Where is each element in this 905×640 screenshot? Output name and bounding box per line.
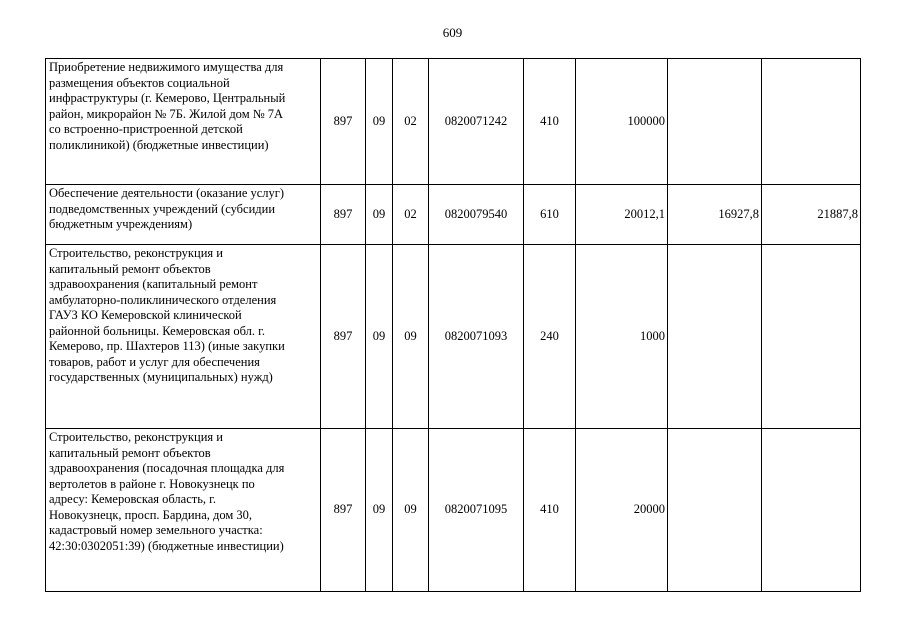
description-text: Обеспечение деятельности (оказание услуг) подведомственных учреждений (субсидии бюджетным учреждениям) xyxy=(49,186,285,231)
ministry-code-cell: 897 xyxy=(321,245,366,429)
table-row xyxy=(46,429,861,592)
section-code-cell: 09 xyxy=(366,185,393,245)
sum-2-cell xyxy=(668,429,762,592)
description-text: Строительство, реконструкция и капитальный ремонт объектов здравоохранения (посадочная площадка для вертолетов в районе г. Новокузнецк по адресу: Кемеровская область, г. Новокузнецк, просп. Бардина, дом 30, кадастровый номер земельного участка: 42:30:0302051:39) (бюджетные инвестиции) xyxy=(49,430,285,553)
description-cell xyxy=(46,429,321,592)
expense-type-cell: 410 xyxy=(524,429,576,592)
sum-3-cell xyxy=(762,429,861,592)
budget-table xyxy=(45,58,861,592)
expense-type-cell: 240 xyxy=(524,245,576,429)
sum-2-cell xyxy=(668,59,762,185)
table-row xyxy=(46,59,861,185)
ministry-code-cell: 897 xyxy=(321,185,366,245)
ministry-code-cell: 897 xyxy=(321,59,366,185)
subsection-code-cell: 09 xyxy=(393,429,429,592)
subsection-code-cell: 02 xyxy=(393,185,429,245)
expense-type-cell: 410 xyxy=(524,59,576,185)
sum-2-cell xyxy=(668,245,762,429)
sum-3-cell xyxy=(762,59,861,185)
sum-3-cell: 21887,8 xyxy=(762,185,861,245)
target-article-cell: 0820071093 xyxy=(429,245,524,429)
page-number: 609 xyxy=(442,25,463,40)
expense-type-cell: 610 xyxy=(524,185,576,245)
ministry-code-cell: 897 xyxy=(321,429,366,592)
section-code-cell: 09 xyxy=(366,429,393,592)
sum-3-cell xyxy=(762,245,861,429)
target-article-cell: 0820071242 xyxy=(429,59,524,185)
description-cell xyxy=(46,185,321,245)
table-row xyxy=(46,185,861,245)
table-row xyxy=(46,245,861,429)
sum-1-cell: 20012,1 xyxy=(576,185,668,245)
sum-1-cell: 100000 xyxy=(576,59,668,185)
description-cell xyxy=(46,245,321,429)
subsection-code-cell: 09 xyxy=(393,245,429,429)
sum-1-cell: 1000 xyxy=(576,245,668,429)
sum-2-cell: 16927,8 xyxy=(668,185,762,245)
subsection-code-cell: 02 xyxy=(393,59,429,185)
description-cell xyxy=(46,59,321,185)
section-code-cell: 09 xyxy=(366,59,393,185)
description-text: Приобретение недвижимого имущества для размещения объектов социальной инфраструктуры (г. Кемерово, Центральный район, микрорайон № 7Б. Жилой дом № 7А со встроенно-пристроенной детской поликлиникой) (бюджетные инвестиции) xyxy=(49,60,286,152)
target-article-cell: 0820079540 xyxy=(429,185,524,245)
section-code-cell: 09 xyxy=(366,245,393,429)
description-text: Строительство, реконструкция и капитальный ремонт объектов здравоохранения (капитальный ремонт амбулаторно-поликлинического отделения ГАУЗ КО Кемеровской клинической районной больницы. Кемеровская обл. г. Кемерово, пр. Шахтеров 113) (иные закупки товаров, работ и услуг для обеспечения государственных (муниципальных) нужд) xyxy=(49,246,285,384)
sum-1-cell: 20000 xyxy=(576,429,668,592)
target-article-cell: 0820071095 xyxy=(429,429,524,592)
